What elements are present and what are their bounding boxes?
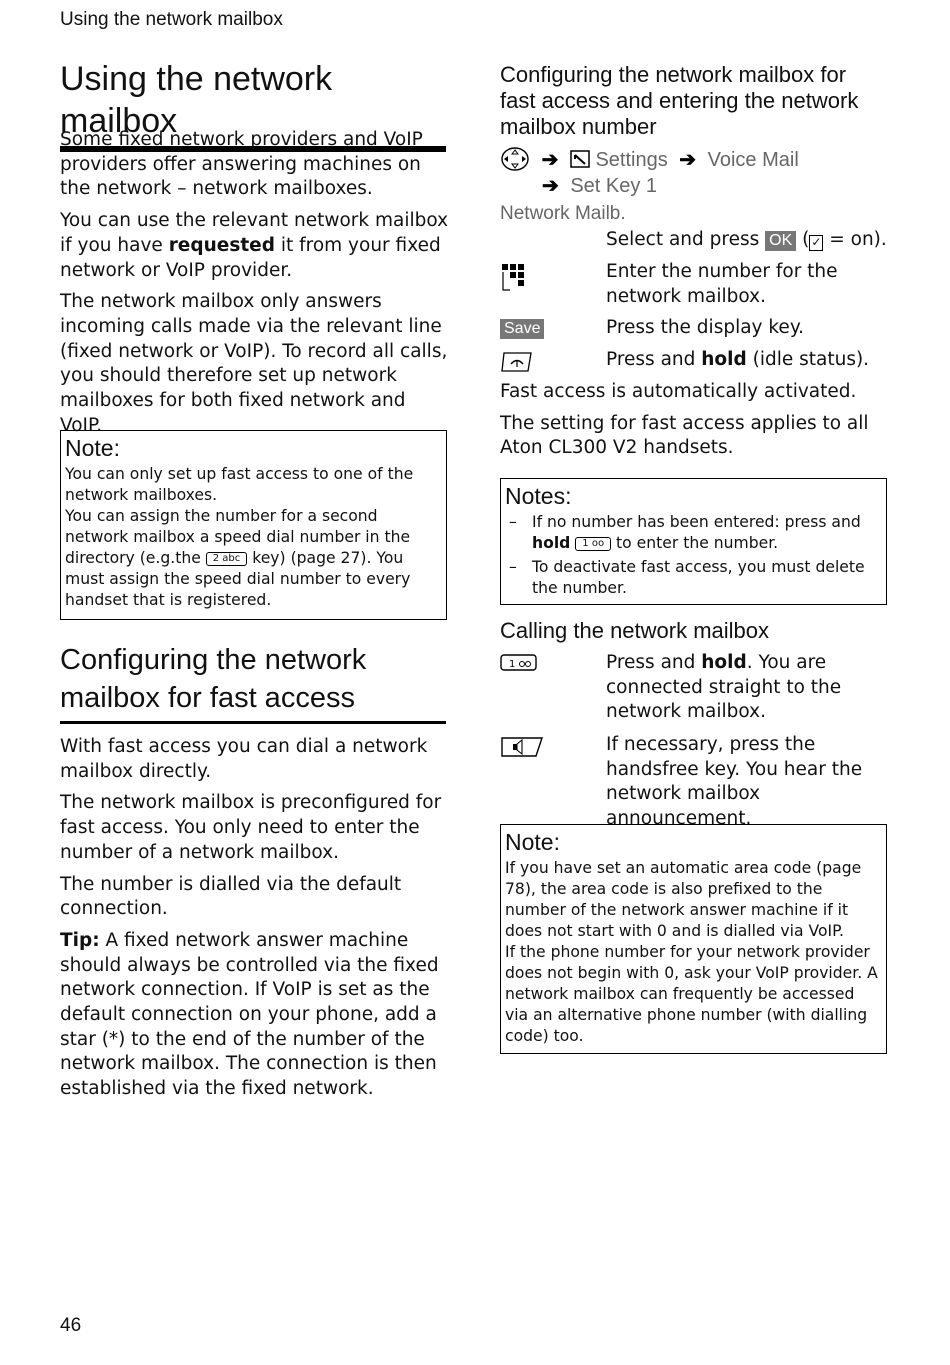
checkbox-checked-icon: ✓	[811, 235, 822, 249]
running-head: Using the network mailbox	[60, 9, 283, 30]
notes-title: Notes:	[505, 483, 572, 509]
config-title: Configuring the network mailbox for fast access and entering the network mailbox number	[500, 62, 859, 139]
requested-paragraph: You can use the relevant network mailbox if you have requested it from your fixed network or VoIP provider.	[60, 210, 449, 281]
intro-paragraph: Some fixed network providers and VoIP providers offer answering machines on the network – network mailboxes.	[60, 129, 423, 200]
menu-voice-mail: Voice Mail	[707, 149, 799, 171]
step-select: Select and press OK ( ✓ = on).	[606, 229, 887, 250]
applies-text: The setting for fast access applies to all Aton CL300 V2 handsets.	[500, 412, 869, 459]
note-line: If the phone number for your network provider does not begin with 0, ask your VoIP provider. A network mailbox can frequently be accessed via an alternative phone number (with dialling code) too.	[505, 943, 878, 1045]
answer-paragraph: The network mailbox only answers incoming calls made via the relevant line (fixed network or VoIP). To record all calls, you should therefore set up network mailboxes for both fixed network and VoIP.	[60, 291, 448, 436]
key-1-icon	[500, 653, 590, 677]
page-number: 46	[60, 1315, 82, 1336]
fast-access-info	[500, 380, 887, 468]
key-2-icon: 2 abc	[206, 552, 248, 566]
paragraph: The network mailbox is preconfigured for fast access. You only need to enter the number of a network mailbox.	[60, 792, 442, 863]
keypad-icon	[500, 262, 590, 298]
paragraph: With fast access you can dial a network mailbox directly.	[60, 736, 428, 782]
fast-access-text: Fast access is automatically activated.	[500, 381, 857, 402]
arrow-icon: ➔	[679, 149, 697, 171]
calling-heading	[500, 618, 887, 644]
calling-title: Calling the network mailbox	[500, 618, 770, 643]
config-heading	[500, 62, 887, 140]
list-item: – If no number has been entered: press and hold 1 oo to enter the number.	[505, 512, 882, 554]
save-key: Save	[500, 319, 544, 339]
step-end-call: Press and hold (idle status).	[500, 348, 887, 373]
note-title: Note:	[65, 435, 120, 461]
menu-path	[500, 146, 887, 199]
note-line: If you have set an automatic area code (page 78), the area code is also prefixed to the number of the network answer machine if it does not start with 0 and is dialled via VoIP.	[505, 859, 862, 940]
menu-set-key: Set Key 1	[570, 175, 658, 197]
arrow-icon: ➔	[542, 175, 559, 197]
step-enter-number: Enter the number for the network mailbox.	[500, 260, 887, 309]
paragraph: The number is dialled via the default connection.	[60, 873, 402, 920]
navigation-key-icon	[500, 149, 536, 171]
ok-key: OK	[765, 231, 796, 251]
note-box-right	[500, 824, 887, 1054]
step-save: Save Press the display key.	[500, 316, 887, 341]
key-1-icon: 1 oo	[575, 537, 611, 551]
list-item: – To deactivate fast access, you must delete the number.	[505, 557, 882, 599]
page-title: Using the network mailbox	[60, 58, 446, 152]
step-call-mailbox: 1 Press and hold. You are connected straight to the network mailbox.	[500, 651, 887, 725]
fast-access-section	[60, 735, 450, 1109]
section-title: Configuring the network mailbox for fast access	[60, 641, 446, 724]
note-line: You can assign the number for a second network mailbox a speed dial number in the directory (e.g.the 2 abc key) (page 27). You must assign the speed dial number to every handset that is registered.	[65, 507, 411, 609]
settings-icon	[570, 149, 590, 171]
note-line: You can only set up fast access to one of the network mailboxes.	[65, 465, 414, 504]
notes-box	[500, 478, 887, 605]
tip-paragraph: Tip: A fixed network answer machine should always be controlled via the fixed network connection. If VoIP is set as the default connection on your phone, add a star (*) to the end of the number of the network mailbox. The connection is then established via the fixed network.	[60, 929, 439, 1100]
menu-path-line2	[542, 173, 887, 199]
step-handsfree: If necessary, press the handsfree key. You hear the network mailbox announcement.	[500, 733, 887, 832]
menu-option-label: Network Mailb.	[500, 203, 626, 224]
intro-section	[60, 128, 450, 445]
menu-settings: Settings	[595, 149, 668, 171]
handsfree-key-icon	[500, 735, 590, 763]
arrow-icon: ➔	[541, 149, 559, 171]
note-title: Note:	[505, 829, 560, 855]
svg-text:1: 1	[509, 659, 516, 670]
notes-list	[505, 512, 882, 599]
end-call-key-icon	[500, 350, 590, 378]
note-box-left	[60, 430, 447, 620]
